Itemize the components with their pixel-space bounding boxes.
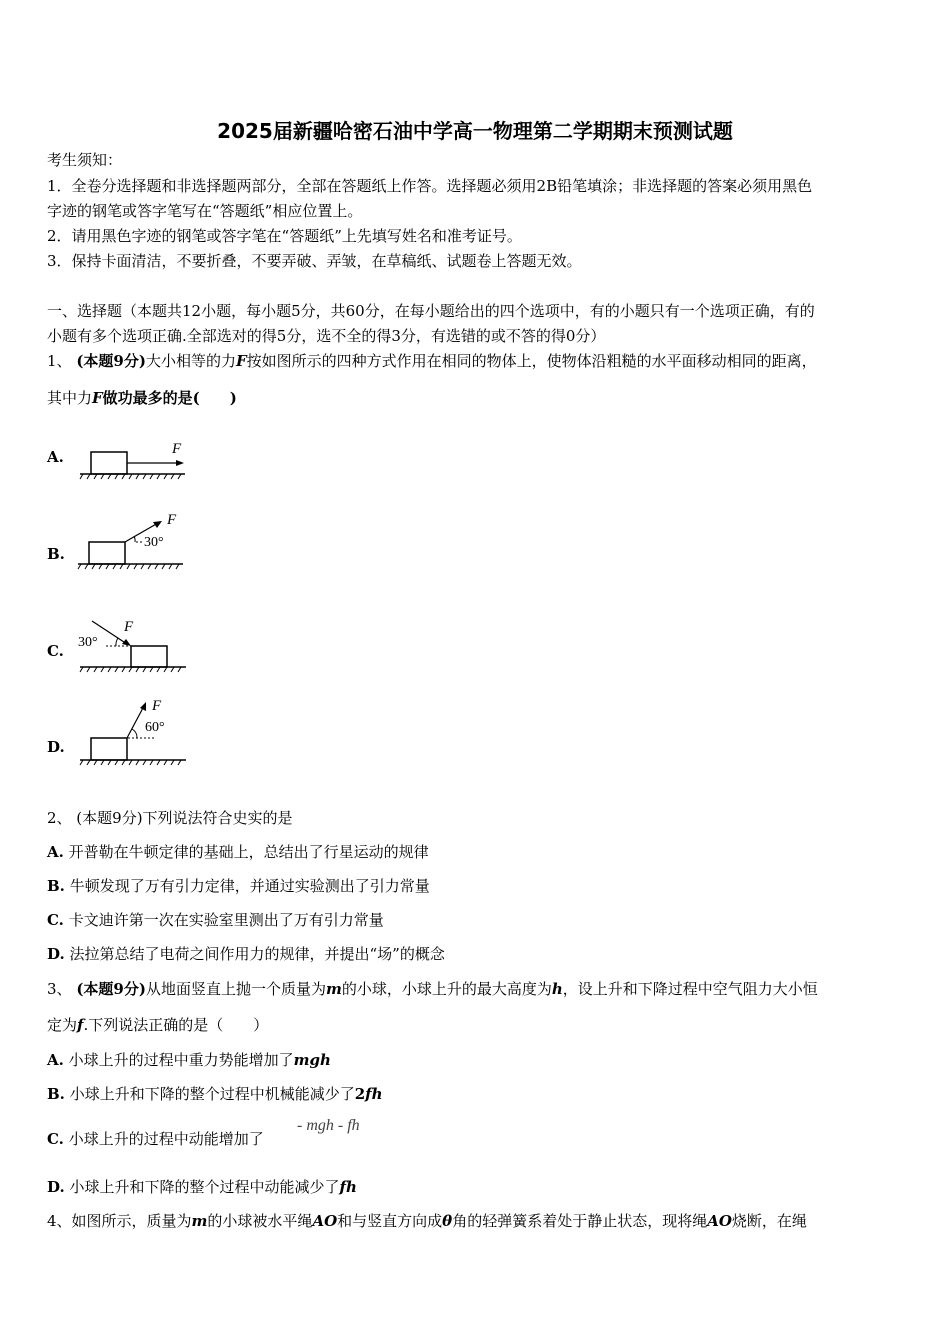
notice-item-3: 3．保持卡面清洁，不要折叠，不要弄破、弄皱，在草稿纸、试题卷上答题无效。 [47, 252, 582, 270]
q4-var-ao: AO [707, 1212, 732, 1230]
force-label-c: F [124, 619, 134, 635]
q1-num: 1、 [47, 352, 72, 370]
force-label-d: F [152, 698, 162, 714]
q2-option-label: A. [47, 843, 64, 861]
q3-option-c[interactable] [47, 1129, 264, 1149]
notice-heading: 考生须知： [47, 151, 123, 169]
q2-option-b[interactable] [47, 876, 430, 896]
q2-option-label: C. [47, 911, 64, 929]
q3-option-text: 小球上升和下降的整个过程中机械能减少了 [69, 1085, 355, 1103]
q3-option-text: 小球上升的过程中重力势能增加了 [68, 1051, 294, 1069]
q1-force-symbol: F [92, 389, 103, 407]
q3-option-text: 小球上升的过程中动能增加了 [68, 1130, 264, 1148]
q3-option-text: 小球上升和下降的整个过程中动能减少了 [69, 1178, 340, 1196]
q3-option-d[interactable] [47, 1177, 357, 1197]
q3-option-c-expr: - mgh - fh [297, 1117, 360, 1134]
q2-option-text: 开普勒在牛顿定律的基础上，总结出了行星运动的规律 [68, 843, 429, 861]
q3-stem-line2 [47, 1015, 268, 1035]
q4-var-theta: θ [442, 1212, 453, 1230]
force-label-a: F [172, 441, 182, 457]
q2-option-d[interactable] [47, 944, 445, 964]
notice-item-1a: 1．全卷分选择题和非选择题两部分，全部在答题纸上作答。选择题必须用2B铅笔填涂；非选择题的答案必须用黑色 [47, 177, 813, 195]
q2-option-label: D. [47, 945, 65, 963]
q3-var-h: h [551, 980, 563, 998]
force-label-b: F [167, 512, 177, 528]
q3-option-num: 2 [354, 1085, 366, 1103]
q1-figure-b [78, 508, 198, 573]
q1-option-c-label[interactable]: C. [47, 642, 64, 660]
q1-figure-a [80, 432, 200, 482]
q3-text: .下列说法正确的是（ ） [83, 1016, 269, 1034]
q2-option-c[interactable] [47, 910, 384, 930]
q3-option-label: D. [47, 1178, 65, 1196]
q1-stem-line1 [47, 351, 817, 371]
notice-item-2: 2．请用黑色字迹的钢笔或答字笔在“答题纸”上先填写姓名和准考证号。 [47, 227, 522, 245]
q2-option-text: 法拉第总结了电荷之间作用力的规律，并提出“场”的概念 [69, 945, 445, 963]
q3-text: 定为 [47, 1016, 78, 1034]
q4-stem-line1 [47, 1211, 807, 1231]
q3-option-b[interactable] [47, 1084, 383, 1104]
q3-option-expr: fh [365, 1085, 383, 1103]
section-header-line2: 小题有多个选项正确.全部选对的得5分，选不全的得3分，有选错的或不答的得0分） [47, 327, 606, 345]
q3-stem-line1 [47, 979, 818, 999]
q3-option-a[interactable] [47, 1050, 331, 1070]
q3-text: ，设上升和下降过程中空气阻力大小恒 [562, 980, 818, 998]
q1-score: (本题9分) [76, 352, 146, 370]
q4-var-m: m [191, 1212, 208, 1230]
q2-option-text: 牛顿发现了万有引力定律，并通过实验测出了引力常量 [69, 877, 430, 895]
q3-option-label: B. [47, 1085, 65, 1103]
page-title: 2025届新疆哈密石油中学高一物理第二学期期末预测试题 [217, 119, 733, 143]
q4-text: 角的轻弹簧系着处于静止状态，现将绳 [452, 1212, 708, 1230]
q3-option-expr: fh [339, 1178, 357, 1196]
q1-option-d-label[interactable]: D. [47, 738, 65, 756]
notice-item-1b: 字迹的钢笔或答字笔写在“答题纸”相应位置上。 [47, 202, 363, 220]
q3-text: 从地面竖直上抛一个质量为 [145, 980, 326, 998]
q1-option-b-label[interactable]: B. [47, 545, 65, 563]
q2-option-text: 卡文迪许第一次在实验室里测出了万有引力常量 [68, 911, 384, 929]
section-header-line1: 一、选择题（本题共12小题，每小题5分，共60分，在每小题给出的四个选项中，有的小题只有一个选项正确，有的 [47, 302, 815, 320]
q3-option-expr: mgh [293, 1051, 331, 1069]
q3-option-label: C. [47, 1130, 64, 1148]
q3-var-m: m [325, 980, 342, 998]
q3-num: 3、 [47, 980, 72, 998]
q4-text: 烧断，在绳 [731, 1212, 807, 1230]
q1-option-a-label[interactable]: A. [47, 448, 64, 466]
q1-figure-c [76, 615, 196, 677]
q1-figure-d [78, 693, 198, 771]
angle-label-d: 60° [145, 720, 165, 735]
q3-option-label: A. [47, 1051, 64, 1069]
q2-option-label: B. [47, 877, 65, 895]
q1-text: 大小相等的力 [145, 352, 236, 370]
q1-force-symbol: F [235, 352, 247, 370]
angle-label-b: 30° [144, 535, 164, 550]
q1-text: 按如图所示的四种方式作用在相同的物体上，使物体沿粗糙的水平面移动相同的距离， [246, 352, 817, 370]
q3-var-f: f [77, 1016, 84, 1034]
q1-stem-line2 [47, 388, 237, 408]
q1-text: 其中力 [47, 389, 93, 407]
q4-text: 4、如图所示，质量为 [47, 1212, 192, 1230]
q2-stem: 2、 (本题9分)下列说法符合史实的是 [47, 809, 293, 827]
angle-label-c: 30° [78, 635, 98, 650]
q3-text: 的小球，小球上升的最大高度为 [341, 980, 552, 998]
q4-var-ao: AO [312, 1212, 338, 1230]
q4-text: 的小球被水平绳 [207, 1212, 313, 1230]
q3-score: (本题9分) [76, 980, 146, 998]
q2-option-a[interactable] [47, 842, 429, 862]
q1-text: 做功最多的是( ) [102, 389, 237, 407]
q4-text: 和与竖直方向成 [337, 1212, 443, 1230]
